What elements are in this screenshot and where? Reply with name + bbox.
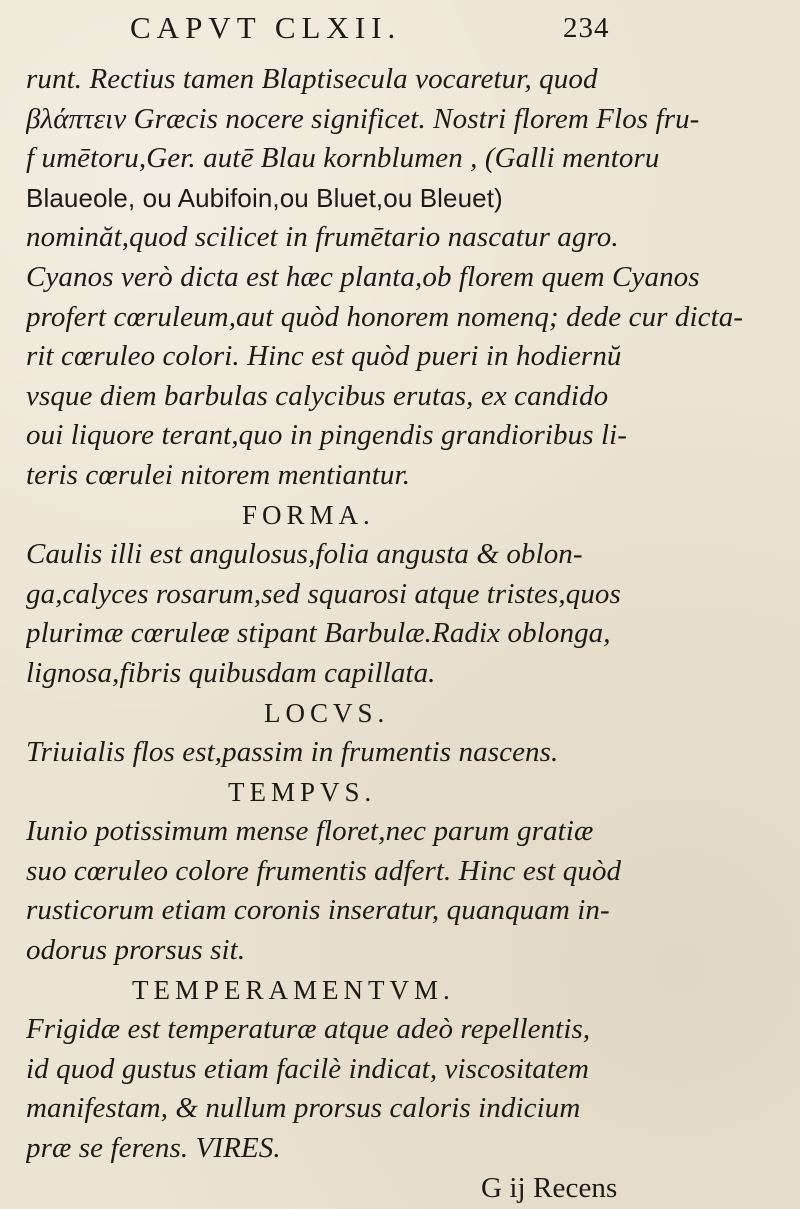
text-line: manifestam, & nullum prorsus caloris indicium xyxy=(26,1092,581,1125)
running-head: CAPVT CLXII. xyxy=(130,10,402,45)
text-line: lignosa,fibris quibusdam capillata. xyxy=(26,656,436,689)
text-line: Cyanos verò dicta est hæc planta,ob florem quem Cyanos xyxy=(26,260,700,293)
text-line: teris cœrulei nitorem mentiantur. xyxy=(26,458,411,491)
text-line: rusticorum etiam coronis inseratur, quanquam in- xyxy=(26,894,610,927)
text-line: rit cœruleo colori. Hinc est quòd pueri in hodiernŭ xyxy=(26,340,622,373)
section-heading-forma: FORMA. xyxy=(242,499,375,530)
signature-catchword: G ij Recens xyxy=(481,1171,618,1204)
text-line: vsque diem barbulas calycibus erutas, ex candido xyxy=(26,379,609,412)
text-line: nominăt,quod scilicet in frumētario nascatur agro. xyxy=(26,221,619,254)
body-text xyxy=(26,60,796,1208)
text-line: oui liquore terant,quo in pingendis grandioribus li- xyxy=(26,419,628,452)
text-line: runt. Rectius tamen Blaptisecula vocaretur, quod xyxy=(26,63,598,95)
text-line: Caulis illi est angulosus,folia angusta & oblon- xyxy=(26,538,583,571)
text-line: Triuialis flos est,passim in frumentis nascens. xyxy=(26,736,559,769)
text-line-vires: præ se ferens. VIRES. xyxy=(26,1132,281,1165)
text-line: suo cœruleo colore frumentis adfert. Hinc est quòd xyxy=(26,854,622,887)
text-line: id quod gustus etiam facilè indicat, viscositatem xyxy=(26,1052,590,1085)
section-heading-locus: LOCVS. xyxy=(264,697,390,728)
text-line: Frigidæ est temperaturæ atque adeò repellentis, xyxy=(26,1013,591,1046)
text-line: ga,calyces rosarum,sed squarosi atque tristes,quos xyxy=(26,577,621,610)
text-line: Blaueole, ou Aubifoin,ou Bluet,ou Bleuet) xyxy=(26,182,503,213)
section-heading-temperamentum: TEMPERAMENTVM. xyxy=(132,974,455,1005)
page-header xyxy=(0,10,800,50)
text-line: βλάπτειν Græcis nocere significet. Nostri florem Flos fru- xyxy=(26,102,700,135)
text-line: plurimæ cœruleæ stipant Barbulæ.Radix oblonga, xyxy=(26,617,611,650)
text-line: Iunio potissimum mense floret,nec parum gratiæ xyxy=(26,815,594,848)
text-line: f umētoru,Ger. autē Blau kornblumen , (Galli mentoru xyxy=(26,142,660,175)
page-number: 234 xyxy=(563,12,610,44)
text-line: profert cœruleum,aut quòd honorem nomenq; dede cur dicta- xyxy=(26,300,744,333)
section-heading-tempus: TEMPVS. xyxy=(228,776,377,807)
text-line: odorus prorsus sit. xyxy=(26,934,246,967)
